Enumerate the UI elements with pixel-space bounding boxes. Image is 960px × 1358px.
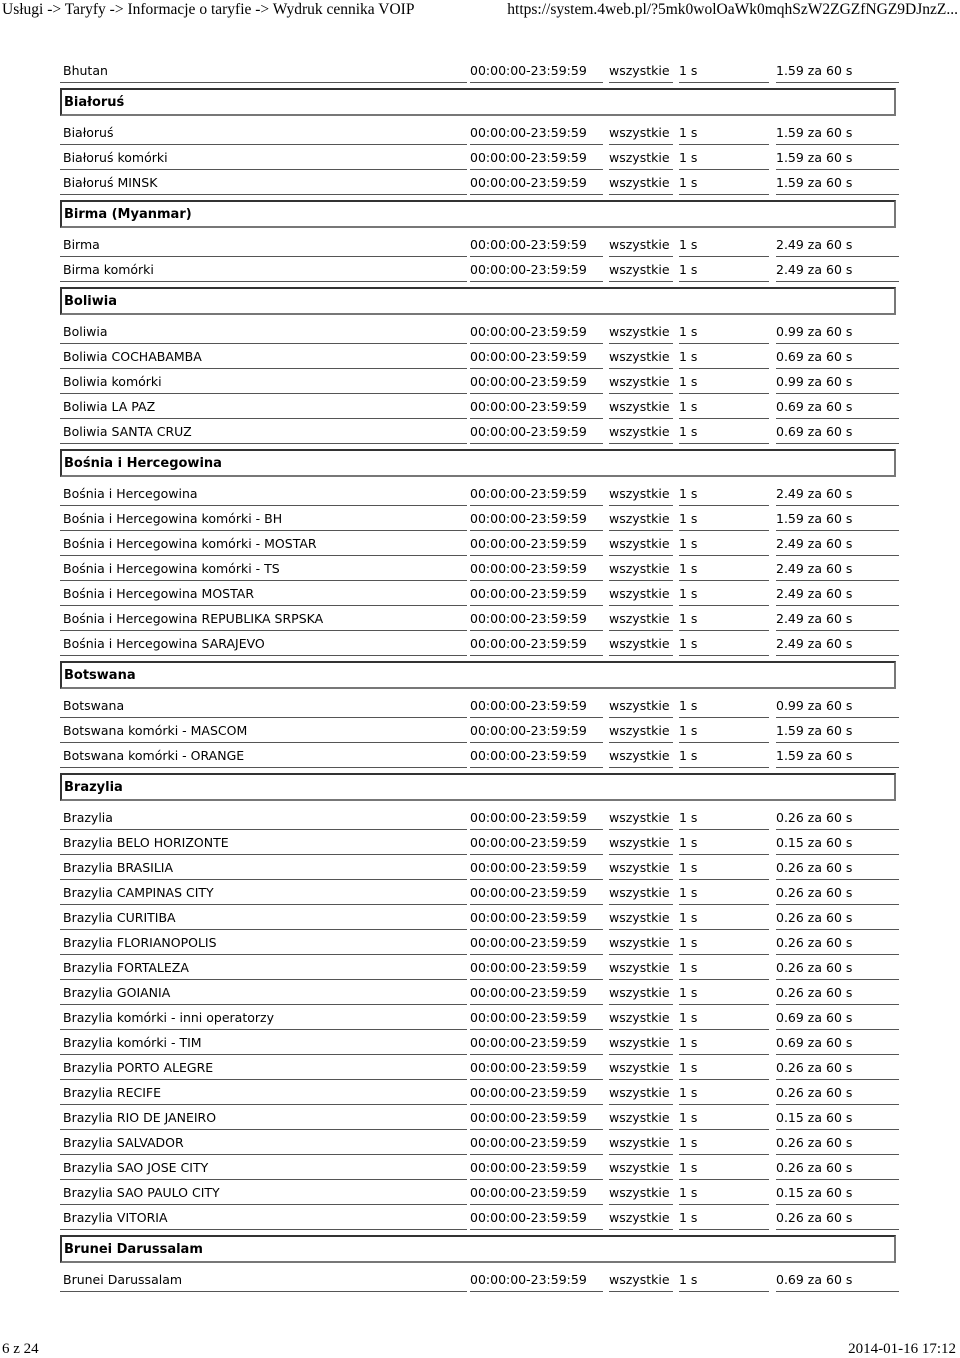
days-cell: wszystkie [609, 344, 673, 369]
billing-unit-cell: 1 s [679, 1267, 769, 1292]
time-range-cell: 00:00:00-23:59:59 [470, 955, 603, 980]
time-range-cell: 00:00:00-23:59:59 [470, 145, 603, 170]
destination-cell: Brazylia PORTO ALEGRE [60, 1055, 467, 1080]
price-cell: 0.69 za 60 s [776, 419, 899, 444]
days-cell: wszystkie [609, 980, 673, 1005]
price-list-table [60, 58, 900, 1292]
days-cell: wszystkie [609, 1267, 673, 1292]
price-cell: 0.26 za 60 s [776, 1055, 899, 1080]
days-cell: wszystkie [609, 1055, 673, 1080]
time-range-cell: 00:00:00-23:59:59 [470, 930, 603, 955]
time-range-cell: 00:00:00-23:59:59 [470, 1105, 603, 1130]
days-cell: wszystkie [609, 830, 673, 855]
days-cell: wszystkie [609, 419, 673, 444]
destination-cell: Brazylia SALVADOR [60, 1130, 467, 1155]
price-cell: 2.49 za 60 s [776, 531, 899, 556]
price-cell: 0.26 za 60 s [776, 930, 899, 955]
time-range-cell: 00:00:00-23:59:59 [470, 170, 603, 195]
destination-cell: Brazylia komórki - inni operatorzy [60, 1005, 467, 1030]
destination-cell: Brazylia SAO PAULO CITY [60, 1180, 467, 1205]
table-row [60, 980, 900, 1005]
price-cell: 1.59 za 60 s [776, 506, 899, 531]
billing-unit-cell: 1 s [679, 581, 769, 606]
destination-cell: Bośnia i Hercegowina MOSTAR [60, 581, 467, 606]
destination-cell: Bośnia i Hercegowina komórki - TS [60, 556, 467, 581]
billing-unit-cell: 1 s [679, 344, 769, 369]
price-cell: 0.26 za 60 s [776, 1080, 899, 1105]
price-cell: 0.15 za 60 s [776, 1105, 899, 1130]
billing-unit-cell: 1 s [679, 531, 769, 556]
time-range-cell: 00:00:00-23:59:59 [470, 1267, 603, 1292]
billing-unit-cell: 1 s [679, 556, 769, 581]
time-range-cell: 00:00:00-23:59:59 [470, 394, 603, 419]
table-row [60, 631, 900, 656]
table-row [60, 805, 900, 830]
print-title: Usługi -> Taryfy -> Informacje o taryfie -> Wydruk cennika VOIP [2, 1, 415, 18]
days-cell: wszystkie [609, 170, 673, 195]
destination-cell: Brazylia BRASILIA [60, 855, 467, 880]
table-row [60, 1180, 900, 1205]
billing-unit-cell: 1 s [679, 1180, 769, 1205]
time-range-cell: 00:00:00-23:59:59 [470, 743, 603, 768]
billing-unit-cell: 1 s [679, 955, 769, 980]
country-group-header [60, 195, 900, 232]
billing-unit-cell: 1 s [679, 319, 769, 344]
days-cell: wszystkie [609, 58, 673, 83]
days-cell: wszystkie [609, 481, 673, 506]
table-row [60, 718, 900, 743]
price-cell: 2.49 za 60 s [776, 606, 899, 631]
country-group-header [60, 282, 900, 319]
price-cell: 2.49 za 60 s [776, 257, 899, 282]
billing-unit-cell: 1 s [679, 232, 769, 257]
days-cell: wszystkie [609, 693, 673, 718]
billing-unit-cell: 1 s [679, 693, 769, 718]
table-row [60, 693, 900, 718]
price-cell: 1.59 za 60 s [776, 743, 899, 768]
price-cell: 0.69 za 60 s [776, 394, 899, 419]
billing-unit-cell: 1 s [679, 257, 769, 282]
time-range-cell: 00:00:00-23:59:59 [470, 369, 603, 394]
table-row [60, 145, 900, 170]
days-cell: wszystkie [609, 232, 673, 257]
time-range-cell: 00:00:00-23:59:59 [470, 344, 603, 369]
days-cell: wszystkie [609, 1105, 673, 1130]
time-range-cell: 00:00:00-23:59:59 [470, 506, 603, 531]
print-header [0, 0, 960, 20]
destination-cell: Bośnia i Hercegowina komórki - BH [60, 506, 467, 531]
days-cell: wszystkie [609, 531, 673, 556]
table-row [60, 170, 900, 195]
table-row [60, 531, 900, 556]
billing-unit-cell: 1 s [679, 631, 769, 656]
destination-cell: Brazylia CAMPINAS CITY [60, 880, 467, 905]
time-range-cell: 00:00:00-23:59:59 [470, 319, 603, 344]
billing-unit-cell: 1 s [679, 369, 769, 394]
destination-cell: Brazylia SAO JOSE CITY [60, 1155, 467, 1180]
time-range-cell: 00:00:00-23:59:59 [470, 606, 603, 631]
country-group-header [60, 768, 900, 805]
destination-cell: Bośnia i Hercegowina [60, 481, 467, 506]
destination-cell: Boliwia COCHABAMBA [60, 344, 467, 369]
price-cell: 0.26 za 60 s [776, 1205, 899, 1230]
price-cell: 0.69 za 60 s [776, 344, 899, 369]
table-row [60, 1267, 900, 1292]
destination-cell: Bośnia i Hercegowina komórki - MOSTAR [60, 531, 467, 556]
country-group-name: Brazylia [60, 773, 896, 801]
price-cell: 0.26 za 60 s [776, 880, 899, 905]
price-cell: 0.69 za 60 s [776, 1005, 899, 1030]
destination-cell: Botswana komórki - ORANGE [60, 743, 467, 768]
billing-unit-cell: 1 s [679, 606, 769, 631]
billing-unit-cell: 1 s [679, 145, 769, 170]
price-cell: 0.26 za 60 s [776, 1130, 899, 1155]
days-cell: wszystkie [609, 930, 673, 955]
days-cell: wszystkie [609, 1005, 673, 1030]
time-range-cell: 00:00:00-23:59:59 [470, 1030, 603, 1055]
billing-unit-cell: 1 s [679, 930, 769, 955]
time-range-cell: 00:00:00-23:59:59 [470, 556, 603, 581]
table-row [60, 556, 900, 581]
destination-cell: Brazylia GOIANIA [60, 980, 467, 1005]
days-cell: wszystkie [609, 955, 673, 980]
destination-cell: Białoruś MINSK [60, 170, 467, 195]
days-cell: wszystkie [609, 1130, 673, 1155]
destination-cell: Brazylia FORTALEZA [60, 955, 467, 980]
billing-unit-cell: 1 s [679, 394, 769, 419]
price-cell: 0.26 za 60 s [776, 805, 899, 830]
country-group-name: Boliwia [60, 287, 896, 315]
table-row [60, 1005, 900, 1030]
time-range-cell: 00:00:00-23:59:59 [470, 1055, 603, 1080]
time-range-cell: 00:00:00-23:59:59 [470, 1005, 603, 1030]
days-cell: wszystkie [609, 1155, 673, 1180]
table-row [60, 58, 900, 83]
destination-cell: Brazylia RIO DE JANEIRO [60, 1105, 467, 1130]
days-cell: wszystkie [609, 1180, 673, 1205]
billing-unit-cell: 1 s [679, 1155, 769, 1180]
table-row [60, 319, 900, 344]
destination-cell: Brunei Darussalam [60, 1267, 467, 1292]
time-range-cell: 00:00:00-23:59:59 [470, 1155, 603, 1180]
table-row [60, 581, 900, 606]
table-row [60, 955, 900, 980]
destination-cell: Bośnia i Hercegowina SARAJEVO [60, 631, 467, 656]
price-cell: 0.26 za 60 s [776, 1155, 899, 1180]
destination-cell: Bośnia i Hercegowina REPUBLIKA SRPSKA [60, 606, 467, 631]
price-cell: 0.26 za 60 s [776, 905, 899, 930]
time-range-cell: 00:00:00-23:59:59 [470, 980, 603, 1005]
billing-unit-cell: 1 s [679, 830, 769, 855]
billing-unit-cell: 1 s [679, 506, 769, 531]
destination-cell: Brazylia BELO HORIZONTE [60, 830, 467, 855]
price-cell: 1.59 za 60 s [776, 120, 899, 145]
table-row [60, 743, 900, 768]
time-range-cell: 00:00:00-23:59:59 [470, 693, 603, 718]
price-cell: 1.59 za 60 s [776, 170, 899, 195]
time-range-cell: 00:00:00-23:59:59 [470, 905, 603, 930]
time-range-cell: 00:00:00-23:59:59 [470, 232, 603, 257]
time-range-cell: 00:00:00-23:59:59 [470, 855, 603, 880]
time-range-cell: 00:00:00-23:59:59 [470, 531, 603, 556]
billing-unit-cell: 1 s [679, 980, 769, 1005]
print-footer [0, 1339, 960, 1357]
country-group-name: Birma (Myanmar) [60, 200, 896, 228]
destination-cell: Brazylia [60, 805, 467, 830]
billing-unit-cell: 1 s [679, 805, 769, 830]
time-range-cell: 00:00:00-23:59:59 [470, 1080, 603, 1105]
price-cell: 2.49 za 60 s [776, 481, 899, 506]
table-row [60, 1055, 900, 1080]
days-cell: wszystkie [609, 120, 673, 145]
time-range-cell: 00:00:00-23:59:59 [470, 481, 603, 506]
time-range-cell: 00:00:00-23:59:59 [470, 880, 603, 905]
price-cell: 1.59 za 60 s [776, 718, 899, 743]
country-group-name: Białoruś [60, 88, 896, 116]
price-cell: 2.49 za 60 s [776, 556, 899, 581]
price-cell: 0.99 za 60 s [776, 693, 899, 718]
price-cell: 0.26 za 60 s [776, 855, 899, 880]
time-range-cell: 00:00:00-23:59:59 [470, 805, 603, 830]
price-cell: 2.49 za 60 s [776, 232, 899, 257]
destination-cell: Botswana komórki - MASCOM [60, 718, 467, 743]
destination-cell: Botswana [60, 693, 467, 718]
billing-unit-cell: 1 s [679, 1130, 769, 1155]
print-url: https://system.4web.pl/?5mk0wolOaWk0mqhSzW2ZGZfNGZ9DJnzZ... [507, 1, 958, 18]
time-range-cell: 00:00:00-23:59:59 [470, 1205, 603, 1230]
billing-unit-cell: 1 s [679, 481, 769, 506]
price-cell: 0.15 za 60 s [776, 1180, 899, 1205]
price-cell: 0.99 za 60 s [776, 369, 899, 394]
country-group-header [60, 656, 900, 693]
time-range-cell: 00:00:00-23:59:59 [470, 631, 603, 656]
country-group-header [60, 83, 900, 120]
billing-unit-cell: 1 s [679, 718, 769, 743]
billing-unit-cell: 1 s [679, 1005, 769, 1030]
print-datetime: 2014-01-16 17:12 [848, 1341, 956, 1357]
days-cell: wszystkie [609, 1205, 673, 1230]
table-row [60, 606, 900, 631]
days-cell: wszystkie [609, 631, 673, 656]
table-row [60, 120, 900, 145]
destination-cell: Brazylia komórki - TIM [60, 1030, 467, 1055]
days-cell: wszystkie [609, 805, 673, 830]
country-group-name: Bośnia i Hercegowina [60, 449, 896, 477]
destination-cell: Boliwia LA PAZ [60, 394, 467, 419]
time-range-cell: 00:00:00-23:59:59 [470, 120, 603, 145]
destination-cell: Białoruś komórki [60, 145, 467, 170]
destination-cell: Boliwia SANTA CRUZ [60, 419, 467, 444]
billing-unit-cell: 1 s [679, 743, 769, 768]
table-row [60, 905, 900, 930]
table-row [60, 1130, 900, 1155]
days-cell: wszystkie [609, 394, 673, 419]
table-row [60, 930, 900, 955]
time-range-cell: 00:00:00-23:59:59 [470, 830, 603, 855]
days-cell: wszystkie [609, 606, 673, 631]
time-range-cell: 00:00:00-23:59:59 [470, 718, 603, 743]
days-cell: wszystkie [609, 1080, 673, 1105]
destination-cell: Brazylia FLORIANOPOLIS [60, 930, 467, 955]
days-cell: wszystkie [609, 581, 673, 606]
time-range-cell: 00:00:00-23:59:59 [470, 257, 603, 282]
table-row [60, 1205, 900, 1230]
price-cell: 2.49 za 60 s [776, 631, 899, 656]
price-cell: 2.49 za 60 s [776, 581, 899, 606]
days-cell: wszystkie [609, 556, 673, 581]
table-row [60, 1105, 900, 1130]
table-row [60, 394, 900, 419]
time-range-cell: 00:00:00-23:59:59 [470, 1180, 603, 1205]
time-range-cell: 00:00:00-23:59:59 [470, 419, 603, 444]
days-cell: wszystkie [609, 905, 673, 930]
billing-unit-cell: 1 s [679, 1030, 769, 1055]
table-row [60, 369, 900, 394]
table-row [60, 232, 900, 257]
destination-cell: Brazylia RECIFE [60, 1080, 467, 1105]
billing-unit-cell: 1 s [679, 120, 769, 145]
destination-cell: Birma [60, 232, 467, 257]
destination-cell: Birma komórki [60, 257, 467, 282]
days-cell: wszystkie [609, 718, 673, 743]
days-cell: wszystkie [609, 506, 673, 531]
country-group-header [60, 1230, 900, 1267]
destination-cell: Boliwia [60, 319, 467, 344]
billing-unit-cell: 1 s [679, 1205, 769, 1230]
billing-unit-cell: 1 s [679, 170, 769, 195]
billing-unit-cell: 1 s [679, 855, 769, 880]
billing-unit-cell: 1 s [679, 419, 769, 444]
days-cell: wszystkie [609, 1030, 673, 1055]
table-row [60, 855, 900, 880]
table-row [60, 344, 900, 369]
billing-unit-cell: 1 s [679, 880, 769, 905]
page-number: 6 z 24 [2, 1341, 39, 1357]
billing-unit-cell: 1 s [679, 1055, 769, 1080]
country-group-name: Brunei Darussalam [60, 1235, 896, 1263]
price-cell: 0.69 za 60 s [776, 1267, 899, 1292]
table-row [60, 1030, 900, 1055]
table-row [60, 830, 900, 855]
days-cell: wszystkie [609, 145, 673, 170]
days-cell: wszystkie [609, 743, 673, 768]
table-row [60, 1155, 900, 1180]
billing-unit-cell: 1 s [679, 905, 769, 930]
destination-cell: Brazylia CURITIBA [60, 905, 467, 930]
price-cell: 0.26 za 60 s [776, 980, 899, 1005]
price-cell: 0.99 za 60 s [776, 319, 899, 344]
price-cell: 0.15 za 60 s [776, 830, 899, 855]
destination-cell: Boliwia komórki [60, 369, 467, 394]
time-range-cell: 00:00:00-23:59:59 [470, 58, 603, 83]
time-range-cell: 00:00:00-23:59:59 [470, 1130, 603, 1155]
country-group-header [60, 444, 900, 481]
table-row [60, 506, 900, 531]
table-row [60, 1080, 900, 1105]
days-cell: wszystkie [609, 319, 673, 344]
billing-unit-cell: 1 s [679, 1105, 769, 1130]
days-cell: wszystkie [609, 855, 673, 880]
table-row [60, 481, 900, 506]
price-cell: 1.59 za 60 s [776, 145, 899, 170]
table-row [60, 880, 900, 905]
days-cell: wszystkie [609, 880, 673, 905]
destination-cell: Białoruś [60, 120, 467, 145]
table-row [60, 257, 900, 282]
price-cell: 0.69 za 60 s [776, 1030, 899, 1055]
table-row [60, 419, 900, 444]
country-group-name: Botswana [60, 661, 896, 689]
price-cell: 0.26 za 60 s [776, 955, 899, 980]
destination-cell: Bhutan [60, 58, 467, 83]
destination-cell: Brazylia VITORIA [60, 1205, 467, 1230]
billing-unit-cell: 1 s [679, 58, 769, 83]
billing-unit-cell: 1 s [679, 1080, 769, 1105]
time-range-cell: 00:00:00-23:59:59 [470, 581, 603, 606]
days-cell: wszystkie [609, 369, 673, 394]
days-cell: wszystkie [609, 257, 673, 282]
price-cell: 1.59 za 60 s [776, 58, 899, 83]
